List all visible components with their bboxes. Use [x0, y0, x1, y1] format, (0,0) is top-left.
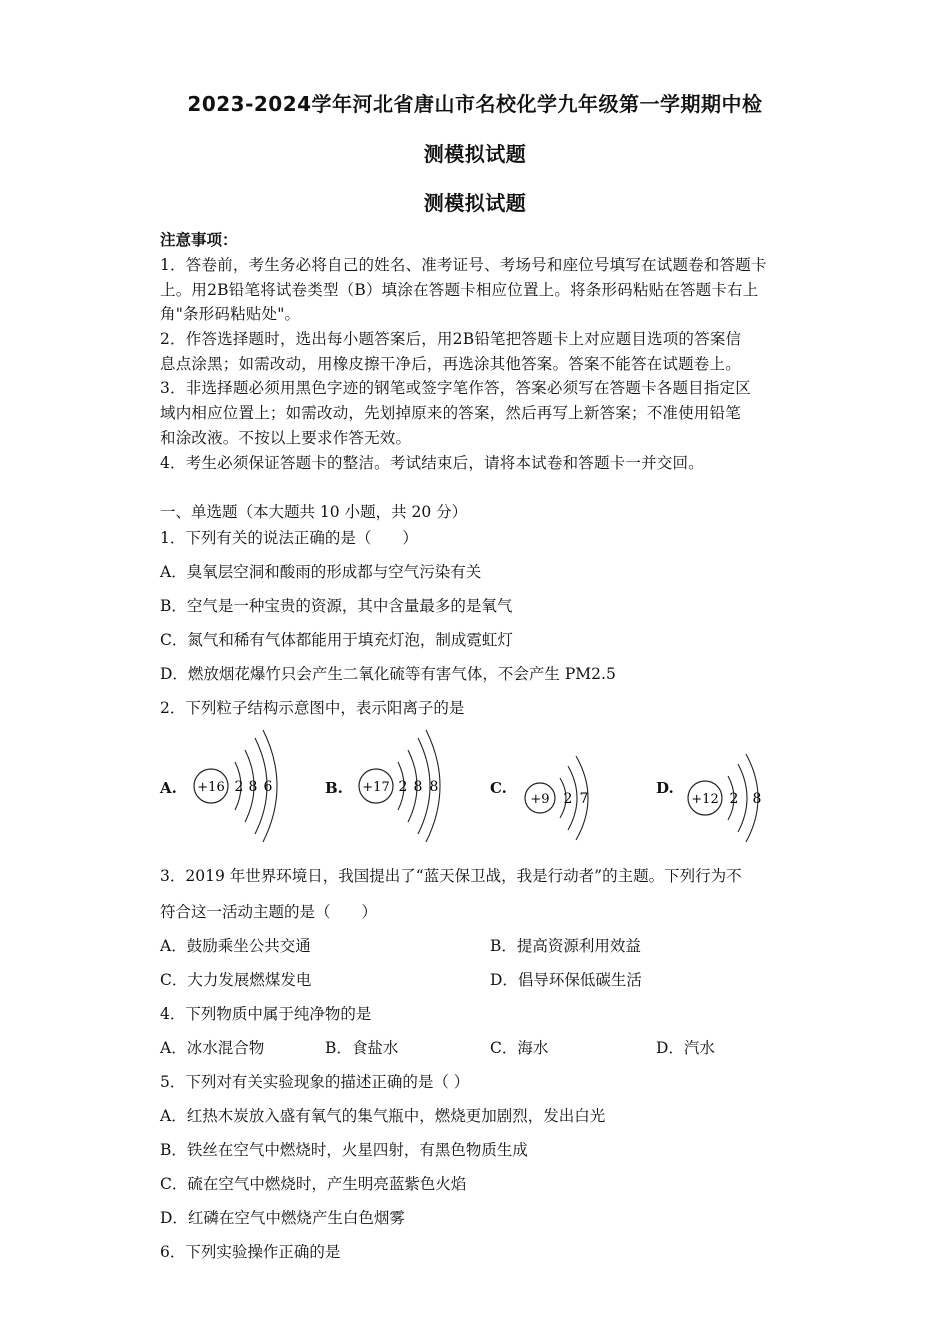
atom-shell-electrons: 8: [413, 779, 423, 795]
notice-line: 上。用2B铅笔将试卷类型（B）填涂在答题卡相应位置上。将条形码粘贴在答题卡右上: [160, 281, 759, 299]
q2-stem: 2．下列粒子结构示意图中，表示阳离子的是: [160, 699, 465, 717]
notice-line: 1．答卷前，考生务必将自己的姓名、准考证号、考场号和座位号填写在试题卷和答题卡: [160, 256, 767, 274]
atom-shell-electrons: 2: [563, 791, 573, 807]
atom-diagram-d: [684, 754, 774, 844]
atom-nucleus: +16: [197, 780, 225, 795]
q3-option-c: C．大力发展燃煤发电: [160, 971, 312, 989]
atom-shell-electrons: 8: [752, 791, 762, 807]
atom-nucleus: +9: [530, 792, 550, 807]
q4-option-d: D．汽水: [656, 1039, 715, 1057]
q1-option-d: D．燃放烟花爆竹只会产生二氧化硫等有害气体，不会产生 PM2.5: [160, 665, 616, 683]
atom-shell-electrons: 7: [579, 791, 589, 807]
q3-stem-line1: 3．2019 年世界环境日，我国提出了“蓝天保卫战，我是行动者”的主题。下列行为不: [160, 867, 742, 885]
q4-option-c: C．海水: [490, 1039, 549, 1057]
q2-option-d-label: D.: [656, 779, 674, 797]
q5-stem: 5．下列对有关实验现象的描述正确的是（ ）: [160, 1073, 470, 1091]
atom-shell-electrons: 8: [248, 779, 258, 795]
notice-line: 息点涂黑；如需改动，用橡皮擦干净后，再选涂其他答案。答案不能答在试题卷上。: [160, 355, 741, 373]
atom-nucleus: +12: [691, 792, 719, 807]
notice-line: 2．作答选择题时，选出每小题答案后，用2B铅笔把答题卡上对应题目选项的答案信: [160, 330, 742, 348]
notice-line: 4．考生必须保证答题卡的整洁。考试结束后，请将本试卷和答题卡一并交回。: [160, 454, 704, 472]
exam-title-line1: 2023-2024学年河北省唐山市名校化学九年级第一学期期中检: [187, 92, 763, 116]
q3-option-b: B．提高资源利用效益: [490, 937, 641, 955]
q5-option-c: C．硫在空气中燃烧时，产生明亮蓝紫色火焰: [160, 1175, 467, 1193]
notice-line: 域内相应位置上；如需改动，先划掉原来的答案，然后再写上新答案；不准使用铅笔: [160, 404, 741, 422]
atom-diagram-a: [185, 728, 295, 844]
q1-option-c: C．氮气和稀有气体都能用于填充灯泡，制成霓虹灯: [160, 631, 513, 649]
atom-nucleus: +17: [362, 780, 390, 795]
q4-stem: 4．下列物质中属于纯净物的是: [160, 1005, 372, 1023]
notice-line: 3．非选择题必须用黑色字迹的钢笔或签字笔作答，答案必须写在答题卡各题目指定区: [160, 379, 751, 397]
q4-option-a: A．冰水混合物: [160, 1039, 265, 1057]
q2-option-c-label: C.: [490, 779, 507, 797]
atom-shell-electrons: 2: [729, 791, 739, 807]
q5-option-b: B．铁丝在空气中燃烧时，火星四射，有黑色物质生成: [160, 1141, 528, 1159]
q2-option-a-label: A.: [160, 779, 177, 797]
q5-option-a: A．红热木炭放入盛有氧气的集气瓶中，燃烧更加剧烈，发出白光: [160, 1107, 606, 1125]
atom-shell-electrons: 2: [398, 779, 408, 795]
q1-stem: 1．下列有关的说法正确的是（ ）: [160, 529, 418, 547]
notice-line: 和涂改液。不按以上要求作答无效。: [160, 429, 412, 447]
exam-title-line2: 测模拟试题: [423, 142, 527, 166]
exam-title-line3: 测模拟试题: [423, 191, 527, 215]
q3-stem-line2: 符合这一活动主题的是（ ）: [160, 903, 378, 921]
atom-shell-electrons: 2: [234, 779, 244, 795]
atom-diagram-c: [522, 752, 602, 842]
q1-option-a: A．臭氧层空洞和酸雨的形成都与空气污染有关: [160, 563, 482, 581]
q3-option-d: D．倡导环保低碳生活: [490, 971, 642, 989]
atom-shell-electrons: 8: [429, 779, 439, 795]
q1-option-b: B．空气是一种宝贵的资源，其中含量最多的是氧气: [160, 597, 513, 615]
atom-diagram-b: [352, 728, 462, 844]
section-heading: 一、单选题（本大题共 10 小题，共 20 分）: [160, 503, 468, 521]
q4-option-b: B．食盐水: [325, 1039, 399, 1057]
q3-option-a: A．鼓励乘坐公共交通: [160, 937, 311, 955]
q2-option-b-label: B.: [325, 779, 343, 797]
notice-heading: 注意事项：: [160, 230, 238, 249]
q5-option-d: D．红磷在空气中燃烧产生白色烟雾: [160, 1209, 405, 1227]
notice-line: 角"条形码粘贴处"。: [160, 305, 301, 323]
atom-shell-electrons: 6: [263, 779, 273, 795]
q6-stem: 6．下列实验操作正确的是: [160, 1243, 341, 1261]
